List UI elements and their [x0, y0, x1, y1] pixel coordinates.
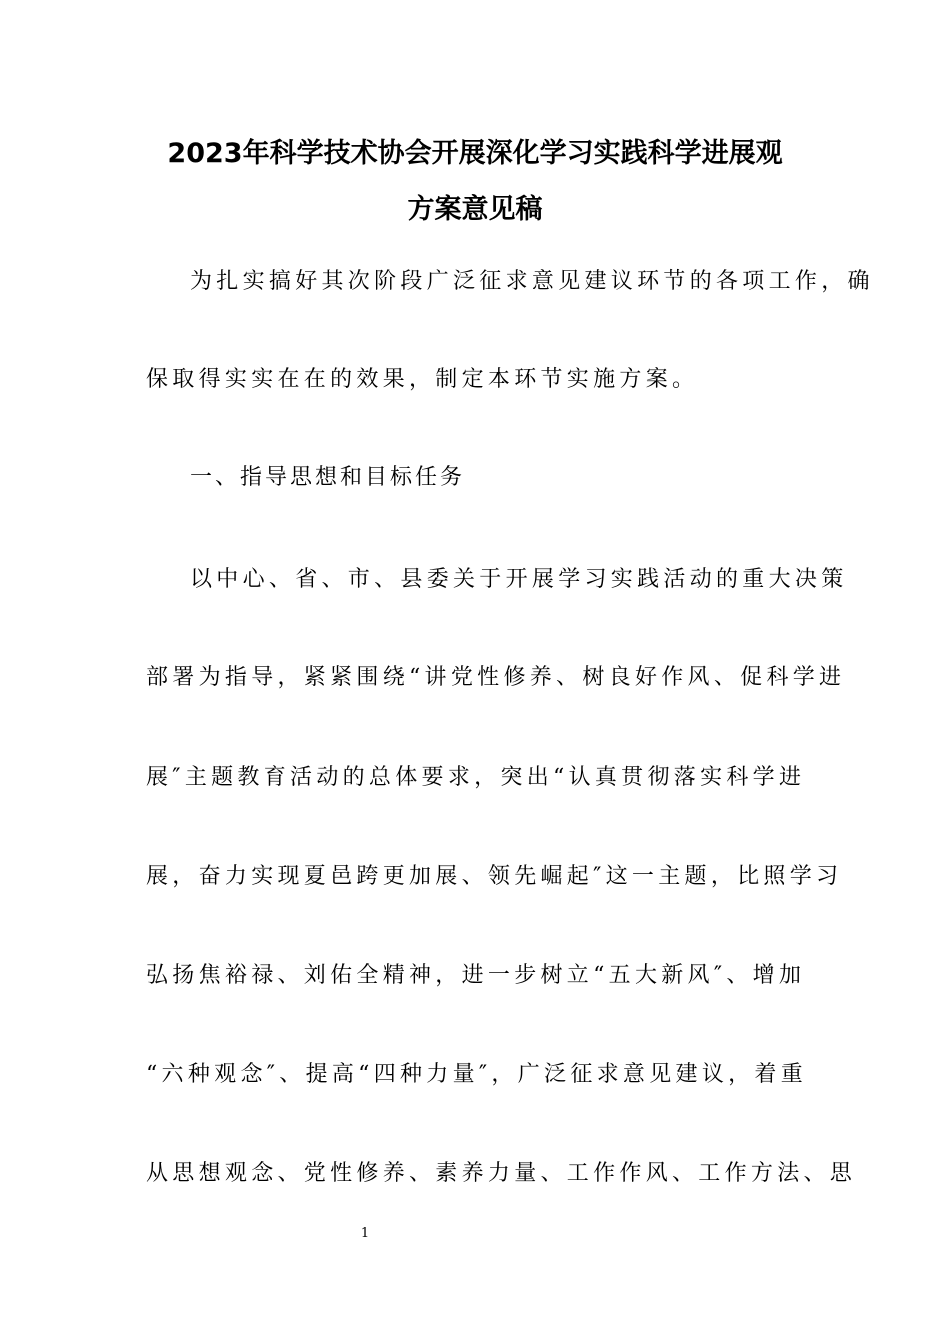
document-title-line-2: 方案意见稿: [407, 194, 543, 225]
paragraph-2-line-5: 弘扬焦裕禄、刘佑全精神，进一步树立“五大新风″、增加: [146, 963, 806, 988]
paragraph-1-line-2: 保取得实实在在的效果，制定本环节实施方案。: [146, 367, 699, 392]
paragraph-2-line-2: 部署为指导，紧紧围绕“讲党性修养、树良好作风、促科学进: [146, 665, 846, 690]
document-title-line-1: 2023年科学技术协会开展深化学习实践科学进展观: [167, 138, 783, 169]
paragraph-2-line-6: “六种观念″、提高“四种力量″，广泛征求意见建议，着重: [146, 1062, 808, 1087]
paragraph-2-line-4: 展，奋力实现夏邑跨更加展、领先崛起″这一主题，比照学习: [146, 864, 843, 889]
paragraph-2-line-1: 以中心、省、市、县委关于开展学习实践活动的重大决策: [190, 567, 848, 592]
section-1-heading: 一、指导思想和目标任务: [190, 465, 466, 490]
page-number: 1: [360, 1226, 370, 1241]
paragraph-2-line-3: 展″主题教育活动的总体要求，突出“认真贯彻落实科学进: [146, 765, 806, 790]
paragraph-2-line-7: 从思想观念、党性修养、素养力量、工作作风、工作方法、思: [146, 1161, 857, 1186]
paragraph-1-line-1: 为扎实搞好其次阶段广泛征求意见建议环节的各项工作，确: [190, 269, 874, 294]
